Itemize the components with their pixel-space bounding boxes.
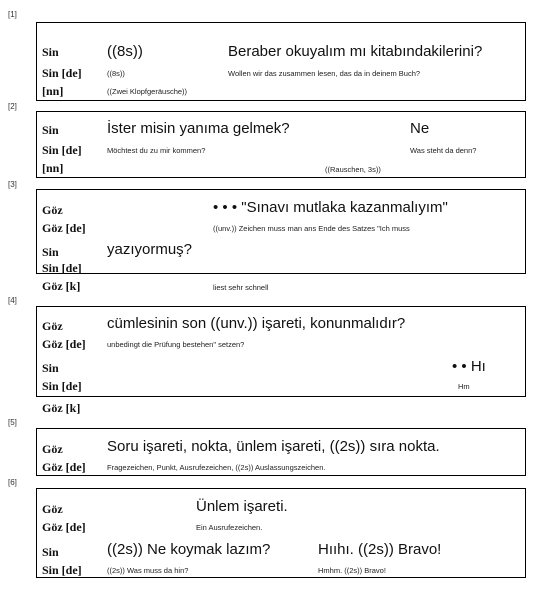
section-number: [2] bbox=[8, 102, 17, 111]
speaker-label: Sin bbox=[42, 123, 59, 137]
utterance-text: • • Hı bbox=[452, 358, 486, 375]
translation-text: ((unv.)) Zeichen muss man ans Ende des Satzes "Ich muss bbox=[213, 224, 410, 233]
speaker-label: Sin [de] bbox=[42, 66, 82, 80]
utterance-text: ((2s)) Ne koymak lazım? bbox=[107, 541, 271, 558]
translation-text: ((2s)) Was muss da hin? bbox=[107, 566, 189, 575]
utterance-text: Hııhı. ((2s)) Bravo! bbox=[318, 541, 442, 558]
speaker-label: Göz bbox=[42, 203, 63, 217]
speaker-label: Göz [de] bbox=[42, 520, 86, 534]
utterance-text: Soru işareti, nokta, ünlem işareti, ((2s)) sıra nokta. bbox=[107, 438, 440, 455]
comment-text: liest sehr schnell bbox=[213, 283, 269, 292]
utterance-text: Beraber okuyalım mı kitabındakilerini? bbox=[228, 43, 483, 60]
speaker-label: Göz bbox=[42, 502, 63, 516]
annotation-text: ((Rauschen, 3s)) bbox=[325, 165, 381, 174]
speaker-label: Sin [de] bbox=[42, 379, 82, 393]
speaker-label: [nn] bbox=[42, 84, 64, 98]
section-number: [3] bbox=[8, 180, 17, 189]
speaker-label: Sin [de] bbox=[42, 261, 82, 275]
speaker-label: Göz bbox=[42, 442, 63, 456]
speaker-label: Sin [de] bbox=[42, 563, 82, 577]
speaker-label: Sin bbox=[42, 245, 59, 259]
speaker-label: Göz [de] bbox=[42, 221, 86, 235]
speaker-label: Göz [de] bbox=[42, 337, 86, 351]
translation-text: ((8s)) bbox=[107, 69, 125, 78]
translation-text: Wollen wir das zusammen lesen, das da in deinem Buch? bbox=[228, 69, 421, 78]
utterance-text: İster misin yanıma gelmek? bbox=[107, 120, 290, 137]
utterance-text: ((8s)) bbox=[107, 43, 143, 60]
utterance-text: Ünlem işareti. bbox=[196, 498, 288, 515]
translation-text: Fragezeichen, Punkt, Ausrufezeichen, ((2s)) Auslassungszeichen. bbox=[107, 463, 326, 472]
translation-text: Was steht da denn? bbox=[410, 146, 477, 155]
speaker-label: Sin bbox=[42, 361, 59, 375]
section-number: [4] bbox=[8, 296, 17, 305]
speaker-label: Göz [k] bbox=[42, 401, 81, 415]
section-number: [6] bbox=[8, 478, 17, 487]
speaker-label: Sin bbox=[42, 45, 59, 59]
speaker-label: Göz bbox=[42, 319, 63, 333]
utterance-text: cümlesinin son ((unv.)) işareti, konunmalıdır? bbox=[107, 315, 406, 332]
section-number: [5] bbox=[8, 418, 17, 427]
speaker-label: Sin bbox=[42, 545, 59, 559]
section-number: [1] bbox=[8, 10, 17, 19]
speaker-label: Sin [de] bbox=[42, 143, 82, 157]
translation-text: Möchtest du zu mir kommen? bbox=[107, 146, 206, 155]
utterance-text: • • • "Sınavı mutlaka kazanmalıyım" bbox=[213, 199, 448, 216]
utterance-text: Ne bbox=[410, 120, 430, 137]
speaker-label: Göz [k] bbox=[42, 279, 81, 293]
speaker-label: [nn] bbox=[42, 161, 64, 175]
annotation-text: ((Zwei Klopfgeräusche)) bbox=[107, 87, 188, 96]
speaker-label: Göz [de] bbox=[42, 460, 86, 474]
utterance-text: yazıyormuş? bbox=[107, 241, 193, 258]
translation-text: Hmhm. ((2s)) Bravo! bbox=[318, 566, 386, 575]
translation-text: Ein Ausrufezeichen. bbox=[196, 523, 263, 532]
translation-text: unbedingt die Prüfung bestehen" setzen? bbox=[107, 340, 245, 349]
translation-text: Hm bbox=[458, 382, 470, 391]
